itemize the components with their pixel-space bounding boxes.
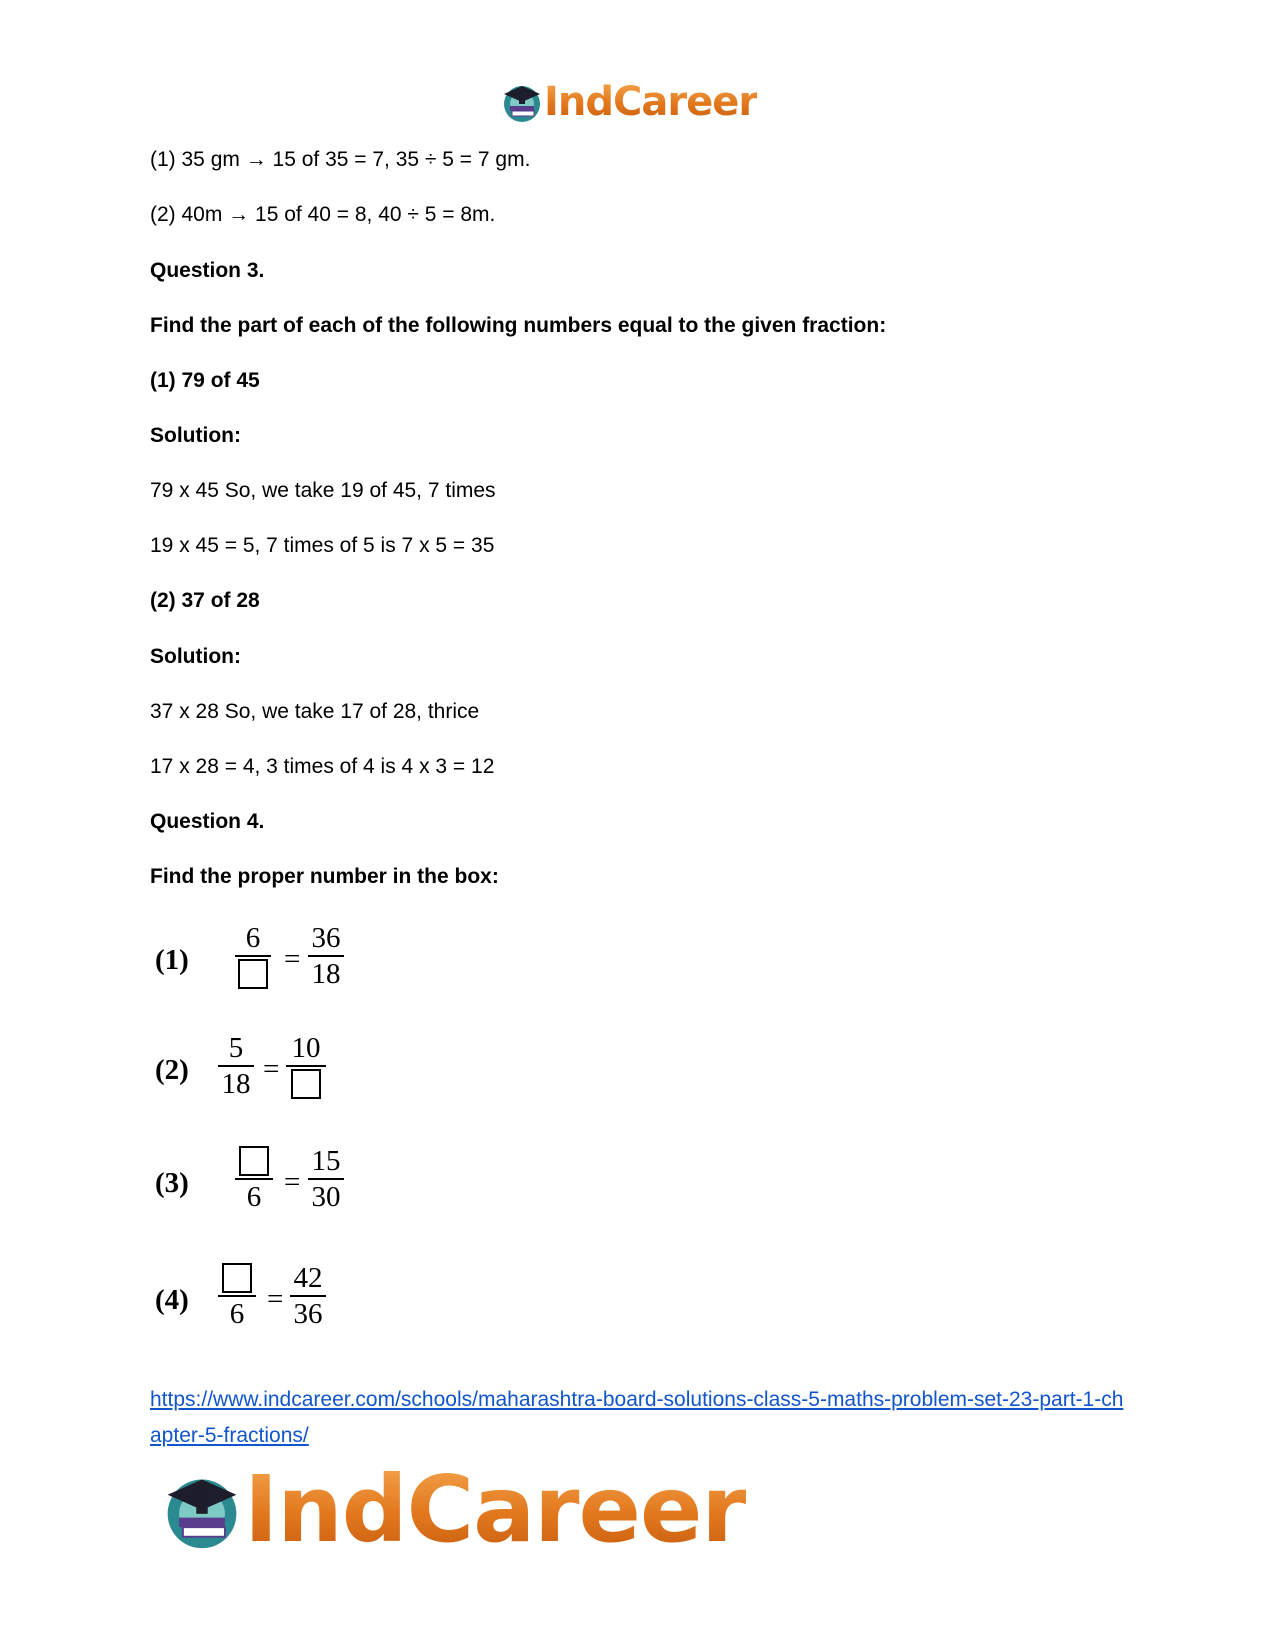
- equals-sign: =: [284, 1166, 301, 1198]
- fraction-left: 6: [235, 1144, 273, 1214]
- fraction-left: 6: [235, 921, 271, 991]
- source-link[interactable]: https://www.indcareer.com/schools/maharashtra-board-solutions-class-5-maths-problem-set-23-part-1-chapter-5-fractions/: [150, 1388, 1124, 1447]
- logo-text: IndCareer: [244, 1456, 746, 1563]
- equation-label: (4): [155, 1284, 189, 1316]
- question-3-part-1: (1) 79 of 45: [150, 369, 260, 392]
- equation-label: (3): [155, 1167, 189, 1199]
- equation-1: [150, 921, 410, 1001]
- question-4-prompt: Find the proper number in the box:: [150, 865, 499, 888]
- answer-box[interactable]: [239, 1146, 269, 1176]
- fraction-right: 42 36: [290, 1261, 326, 1331]
- indcareer-logo-bottom: [160, 1456, 746, 1563]
- answer-box[interactable]: [222, 1263, 252, 1293]
- solution-label-2: Solution:: [150, 645, 241, 668]
- equation-2: [150, 1031, 410, 1111]
- answer-line-2: (2) 40m → 15 of 40 = 8, 40 ÷ 5 = 8m.: [150, 203, 496, 226]
- equation-label: (2): [155, 1054, 189, 1086]
- indcareer-logo-top: [500, 80, 757, 124]
- question-3-heading: Question 3.: [150, 259, 265, 282]
- answer-line-1: (1) 35 gm → 15 of 35 = 7, 35 ÷ 5 = 7 gm.: [150, 148, 531, 171]
- equation-4: [150, 1261, 410, 1341]
- equals-sign: =: [263, 1053, 280, 1085]
- fraction-right: 36 18: [308, 921, 344, 991]
- solution-label-1: Solution:: [150, 424, 241, 447]
- question-3-part-2: (2) 37 of 28: [150, 589, 260, 612]
- logo-text: IndCareer: [544, 79, 758, 125]
- equation-label: (1): [155, 944, 189, 976]
- answer-box[interactable]: [238, 959, 268, 989]
- fraction-right: 10: [286, 1031, 326, 1101]
- equals-sign: =: [284, 943, 301, 975]
- fraction-right: 15 30: [308, 1144, 344, 1214]
- fraction-left: 6: [218, 1261, 256, 1331]
- question-4-heading: Question 4.: [150, 810, 265, 833]
- equals-sign: =: [267, 1283, 284, 1315]
- graduation-cap-book-icon: [500, 80, 544, 124]
- graduation-cap-book-icon: [160, 1468, 244, 1552]
- answer-box[interactable]: [291, 1069, 321, 1099]
- solution-line-2b: 17 x 28 = 4, 3 times of 4 is 4 x 3 = 12: [150, 755, 495, 778]
- solution-line-1b: 19 x 45 = 5, 7 times of 5 is 7 x 5 = 35: [150, 534, 495, 557]
- equation-3: [150, 1144, 410, 1224]
- fraction-left: 5 18: [218, 1031, 254, 1101]
- solution-line-1a: 79 x 45 So, we take 19 of 45, 7 times: [150, 479, 496, 502]
- solution-line-2a: 37 x 28 So, we take 17 of 28, thrice: [150, 700, 480, 723]
- question-3-prompt: Find the part of each of the following numbers equal to the given fraction:: [150, 314, 887, 337]
